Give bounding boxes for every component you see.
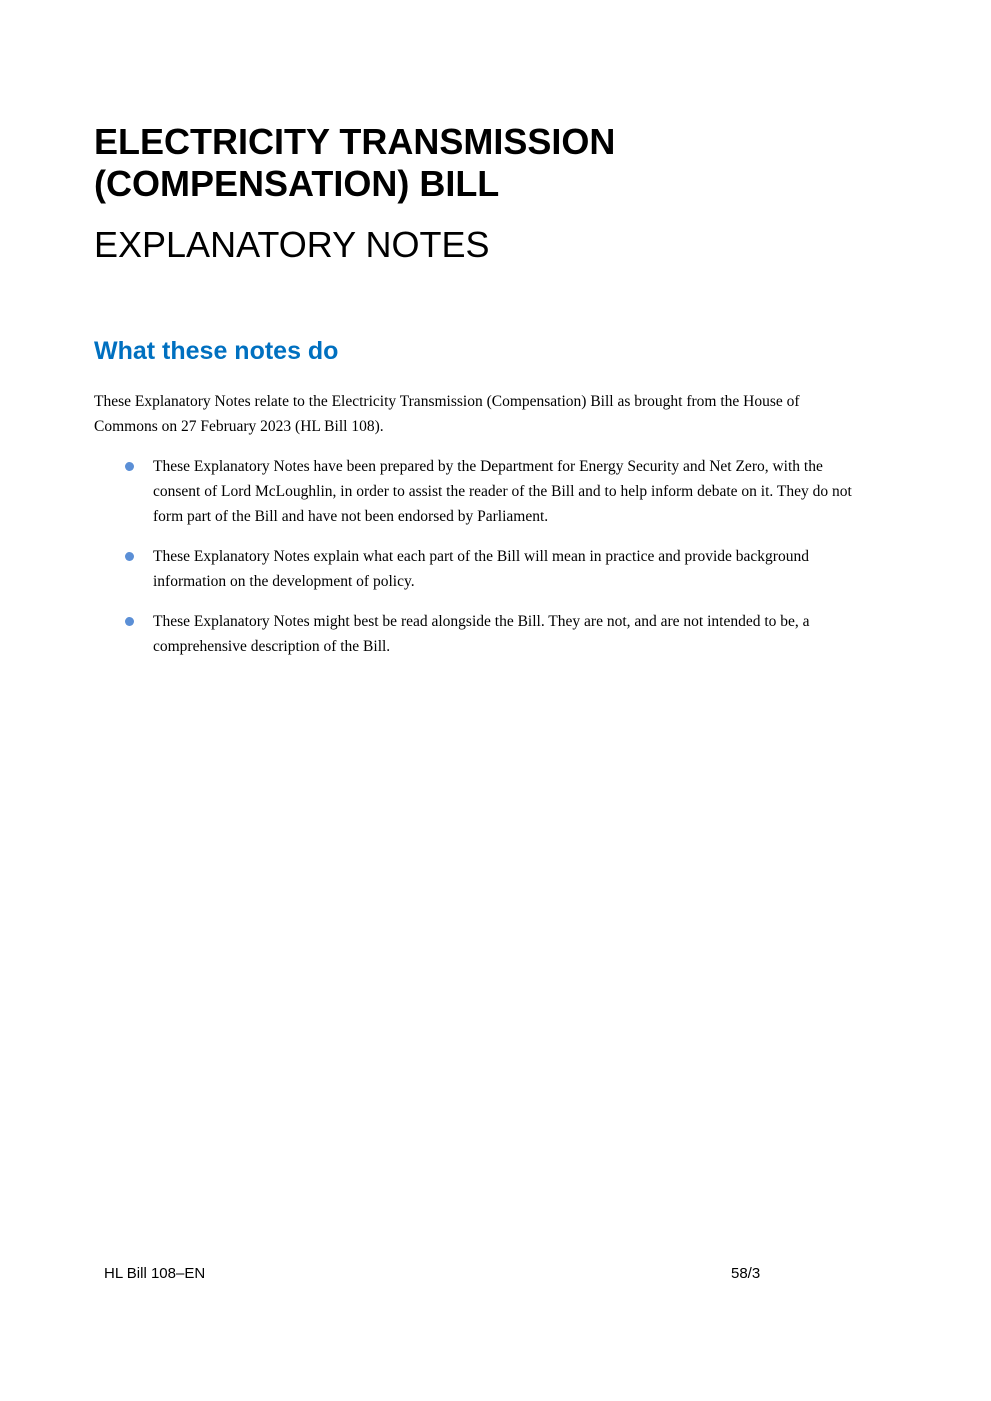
bullet-text: These Explanatory Notes might best be read alongside the Bill. They are not, and are not intended to be, a comprehensive description of the Bill.	[153, 613, 810, 655]
bullet-dot-icon	[125, 617, 134, 626]
bullet-item	[94, 544, 854, 594]
document-subtitle: EXPLANATORY NOTES	[94, 224, 490, 265]
bullet-dot-icon	[125, 462, 134, 471]
bullet-list	[94, 454, 854, 674]
footer-bill-reference: HL Bill 108–EN	[104, 1265, 206, 1282]
bullet-text: These Explanatory Notes explain what each part of the Bill will mean in practice and provide background information on the development of policy.	[153, 548, 809, 590]
bill-title-line-2: (COMPENSATION) BILL	[94, 163, 500, 204]
bullet-text: These Explanatory Notes have been prepared by the Department for Energy Security and Net Zero, with the consent of Lord McLoughlin, in order to assist the reader of the Bill and to help inform debate on it. They do not form part of the Bill and have not been endorsed by Parliament.	[153, 458, 852, 525]
bullet-item	[94, 454, 854, 529]
bullet-item	[94, 609, 854, 659]
section-heading: What these notes do	[94, 337, 339, 365]
bullet-dot-icon	[125, 552, 134, 561]
bill-title-line-1: ELECTRICITY TRANSMISSION	[94, 121, 616, 162]
footer-page-code: 58/3	[731, 1265, 761, 1282]
intro-paragraph: These Explanatory Notes relate to the Electricity Transmission (Compensation) Bill as brought from the House of Commons on 27 February 2023 (HL Bill 108).	[94, 393, 800, 435]
bill-title	[94, 121, 794, 205]
